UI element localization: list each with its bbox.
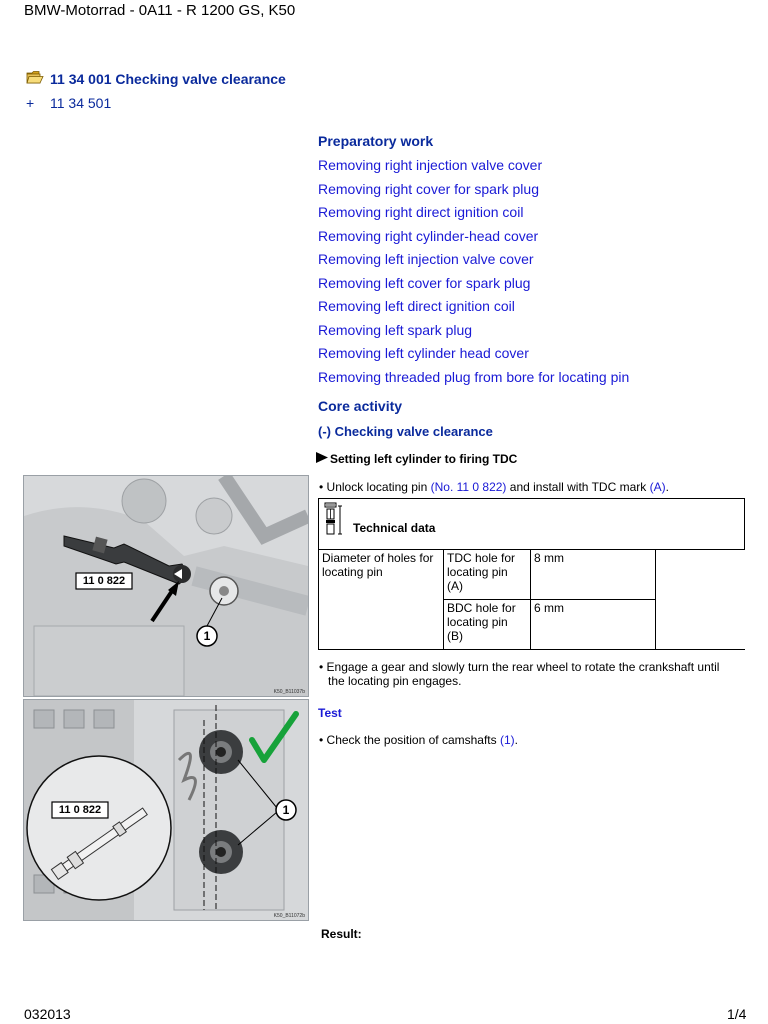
preparatory-list: [318, 155, 629, 390]
test-heading: Test: [318, 706, 342, 720]
section-title: 11 34 001 Checking valve clearance: [50, 70, 286, 87]
tdc-value-cell: 8 mm: [531, 550, 656, 600]
step-heading: [316, 452, 517, 466]
open-folder-icon: [26, 70, 44, 87]
bullet-unlock-pin: • Unlock locating pin (No. 11 0 822) and install with TDC mark (A).: [319, 480, 669, 494]
prep-link[interactable]: Removing right cylinder-head cover: [318, 227, 539, 244]
prep-link[interactable]: Removing right injection valve cover: [318, 157, 543, 173]
prep-link[interactable]: Removing left cylinder head cover: [318, 345, 529, 361]
image-caption: K50_B11072b: [273, 913, 305, 919]
bullet-text: the locating pin engages.: [328, 674, 462, 688]
tdc-name-cell: TDC hole for locating pin (A): [444, 550, 531, 600]
locating-pin-illustration: [23, 475, 309, 697]
technical-data-title: Technical data: [353, 521, 436, 535]
prep-link[interactable]: Removing right direct ignition coil: [318, 204, 524, 220]
callout-number: 1: [203, 629, 211, 643]
bullet-text: .: [665, 480, 669, 494]
bdc-name-cell: BDC hole for locating pin (B): [444, 600, 531, 650]
technical-data-table: [318, 498, 745, 650]
tool-link[interactable]: (No. 11 0 822): [430, 480, 507, 494]
page-number: 1/4: [727, 1006, 747, 1022]
bullet-text: and install with TDC mark: [506, 480, 650, 494]
sub-reference[interactable]: [26, 95, 111, 111]
prep-link[interactable]: Removing right cover for spark plug: [318, 180, 539, 197]
sub-reference-number[interactable]: 11 34 501: [50, 95, 112, 111]
bullet-line: • Engage a gear and slowly turn the rear wheel to rotate the crankshaft until: [319, 660, 720, 674]
step-title: Setting left cylinder to firing TDC: [330, 452, 518, 466]
prep-link[interactable]: Removing threaded plug from bore for locating pin: [318, 368, 630, 385]
mark-link[interactable]: (A): [649, 480, 666, 494]
bullet-line: [319, 674, 759, 688]
prep-link[interactable]: Removing left injection valve cover: [318, 251, 534, 267]
footer-code: 032013: [24, 1006, 71, 1022]
section-title-row[interactable]: [26, 70, 286, 87]
camshaft-illustration: [23, 699, 309, 921]
technical-data-header: [319, 499, 745, 550]
callout-link[interactable]: (1): [499, 733, 515, 747]
caliper-icon: [323, 502, 345, 539]
prep-link[interactable]: Removing left spark plug: [318, 321, 473, 338]
prep-link[interactable]: Removing left direct ignition coil: [318, 298, 515, 314]
engine-drawing: [24, 476, 308, 696]
expand-plus[interactable]: +: [26, 95, 35, 111]
empty-cell: [656, 550, 745, 650]
image-caption: K50_B11037b: [273, 689, 305, 695]
bullet-text: Unlock locating pin: [326, 480, 431, 494]
document-title: BMW-Motorrad - 0A11 - R 1200 GS, K50: [24, 2, 296, 19]
bullet-text: Check the position of camshafts: [326, 733, 500, 747]
preparatory-heading: Preparatory work: [318, 133, 434, 149]
callout-number: 1: [282, 803, 290, 817]
bullet-text: .: [514, 733, 518, 747]
tool-label: 11 0 822: [82, 575, 126, 587]
core-activity-heading: Core activity: [318, 398, 403, 414]
core-activity-subheading: (-) Checking valve clearance: [318, 424, 493, 439]
row-label-cell: Diameter of holes for locating pin: [319, 550, 444, 650]
bullet-engage-gear: [319, 660, 759, 688]
prep-link[interactable]: Removing left cover for spark plug: [318, 274, 531, 291]
bdc-value-cell: 6 mm: [531, 600, 656, 650]
bullet-check-camshafts: • Check the position of camshafts (1).: [319, 733, 518, 747]
triangle-right-icon: [316, 452, 328, 466]
result-label: Result:: [321, 927, 362, 941]
tool-label: 11 0 822: [58, 804, 102, 816]
bullet-text: Engage a gear and slowly turn the rear wheel to rotate the crankshaft until: [326, 660, 720, 674]
